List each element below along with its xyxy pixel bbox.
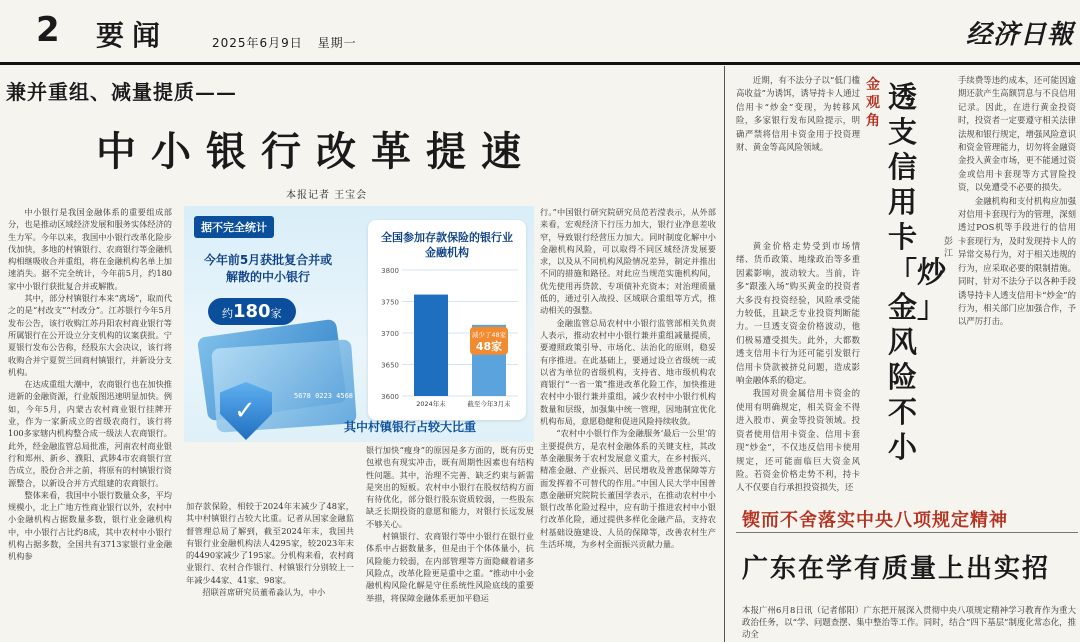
sidebar-author: 彭江 [944, 237, 954, 259]
infographic [184, 206, 534, 442]
infographic-caption: 其中村镇银行占较大比重 [344, 420, 477, 434]
article-headline: 中小银行改革提速 [96, 129, 536, 175]
paragraph: 在达成重组大潮中，农商银行也在加快推进新的金融资源，行业版图迅速明显加快。例如，今年5月，内蒙古农村商业银行挂牌开业，作为一家新成立的省级农商行，该行将100多家辖内机构整合成一级法人农商银行。此外，经金融监管总局批准，河南农村商业银行和郑州、新乡、濮阳、武陟4市农商银行宣告成立，股份合并之前，将原有的村镇银行资源整合，以新设合并方式组建的农商银行。 [8, 379, 172, 488]
sidebar-column-a [736, 74, 860, 234]
article-column-4 [540, 206, 716, 640]
y-tick-label: 3750 [381, 298, 399, 307]
paragraph: 银行加快“瘦身”的原因是多方面的，既有历史包袱也有现实冲击，既有周期性因素也有结构性问题。其中，治理不完善、缺乏约束与新需是突出的短板。农村中小银行在股权结构方面有待优化，部分银行股东资质较弱，一些股东缺乏长期投资的意愿和能力，对银行长远发展不够关心。 [366, 445, 534, 529]
issue-date [212, 34, 367, 51]
page-number: 2 [36, 10, 60, 50]
x-tick-label: 截至今年3月末 [467, 400, 511, 408]
column-divider [724, 66, 725, 642]
paragraph: 金融机构和支付机构应加强对信用卡套现行为的管理，深刻透过POS机等手段进行的信用卡套现行为，及时发现持卡人的异常交易行为，对于相关违规的行为，应采取必要的限制措施。同时，针对不法分子以各种手段诱导持卡人透支信用卡“炒金”的行为，相关部门应加强合作，予以严厉打击。 [958, 195, 1076, 327]
checkmark-icon: ✓ [234, 396, 256, 426]
infographic-panel-title: 今年前5月获批复合并或解散的中小银行 [203, 253, 333, 284]
column-label: 金观角 [866, 77, 880, 129]
paragraph: 手续费等违约成本，还可能因逾期还款产生高额罚息与不良信用记录。因此，在进行黄金投资时，投资者一定要遵守相关法律法规和银行规定，增强风险意识和资金管理能力，切勿将金融资金投入黄金市场，更不能通过资金或信用卡套现等方式冒险投资，以免遭受不必要的损失。 [958, 75, 1076, 193]
bar-chart-panel [368, 220, 526, 420]
header-rule [0, 62, 1080, 65]
article-column-3-lower [366, 444, 534, 640]
infographic-count-pill [208, 298, 296, 325]
paragraph: 近期，有不法分子以“低门槛高收益”为诱饵，诱导持卡人通过信用卡“炒金”变现，为转移风险，多家银行发布风险提示，明确严禁将信用卡资金用于投资理财、黄金等高风险领域。 [736, 75, 860, 153]
bar-chart [368, 220, 526, 420]
section-separator [736, 532, 1078, 533]
secondary-article-body: 本报广州6月8日讯（记者郁阳）广东把开展深入贯彻中央八项规定精神学习教育作为重大政治任务，以“学、问题查摆、集中整治等工作。同时，结合“四下基层”制度化常态化，推动全 [742, 605, 1076, 639]
paragraph: 行。”中国银行研究院研究员范若滢表示，从外部来看，宏观经济下行压力加大，银行业净息差收窄，导致银行经营压力加大。同时制度化解中小金融机构风险，可以取得不同区域经济发展要求，以及从不同机构风险情况差异，制定并推出不同的措施和路径。对此应当规范实施机构间，优先使用再贷款、专项债补充资本；对治理质量低的，通过引入战投、区域联合重组等方式，推动相关的强整。 [540, 207, 716, 316]
y-tick-label: 3800 [381, 267, 399, 275]
article-byline: 本报记者 王宝会 [286, 190, 368, 201]
y-tick-label: 3650 [381, 361, 399, 370]
paragraph: 其中，部分村镇银行本来“离场”，取而代之的是“村改支”“村改分”。江苏银行今年5月发布公告，该行收购江苏丹阳农村商业银行等所属银行在公开设立分支机构的议案获批。宁夏银行发布公告称，经股东大会决议，该行将收购合并宁夏贺兰回商村镇银行，并新设分支机构。 [8, 293, 172, 377]
paragraph: 金融监管总局农村中小银行监管部相关负责人表示，推动农村中小银行兼并重组减量提质，要遵照政策引导、市场化、法治化的原则，稳妥有序推进。在此基础上，要通过设立省级统一或以省为单位的省级机构，支持省、地市级机构农商银行“一省一策”推进改革化险工作，加快推进农村中小银行兼并重组，减少农村中小银行机构数量和层级，加强集中统一管理，因地制宜优化机构布局，意愿稳健和促进风险持续收敛。 [540, 317, 716, 427]
paragraph: 黄金价格走势受到市场情绪、货币政策、地缘政治等多重因素影响，波动较大。当前，许多“跟涨入场”购买黄金的投资者大多没有投资经验，风险承受能力较低，且缺乏专业投资判断能力。一旦透支资金价格波动，他们极易遭受损失。此外，大都数透支信用卡行为还可能引发银行信用卡贷款被挤兑问题，造成影响金融体系的稳定。 [736, 241, 860, 386]
sidebar-column-b [958, 74, 1076, 492]
secondary-headline: 广东在学有质量上出实招 [742, 554, 1051, 584]
y-tick-label: 3700 [381, 330, 399, 338]
annotation-value: 48家 [475, 339, 503, 353]
card-number: 5678 0223 4568 [294, 392, 354, 400]
bar [414, 295, 448, 396]
infographic-tag: 据不完全统计 [194, 216, 274, 238]
sidebar-column-a2 [736, 240, 860, 492]
chart-title: 全国参加存款保险的银行业金融机构 [381, 231, 513, 259]
annotation-label: 减少了48家 [471, 330, 507, 339]
section-title: 要闻 [96, 19, 169, 52]
article-column-1 [8, 206, 172, 640]
date-text: 2025年6月9日 [212, 36, 303, 50]
paragraph: 我国对贵金属信用卡资金的使用有明确规定，相关资金不得进入股市、黄金等投资领域。投资者使用信用卡资金、信用卡套现“炒金”，不仅违反信用卡使用规定，还可能面临巨大资金风险。若资金价格走势不利，持卡人不仅要自行承担投资损失，还 [736, 388, 860, 492]
paragraph: 村镇银行、农商银行等中小银行在银行业体系中占据数量多，但是由于个体体量小，抗风险能力较弱，在内部管理等方面隐藏着诸多风险点，改革化险更是重中之重。“推动中小金融机构风险化解是守住系统性风险底线的重要举措，将保障金融体系更加平稳运 [366, 531, 534, 603]
pill-value: 180 [233, 301, 271, 322]
paragraph: 整体来看，我国中小银行数量众多，平均规模小，北上广地方性商业银行以外，农村中小金融机构占据数量多数，银行业金融机构中，中小银行占比约8成，其中农村中小银行机构占据多数，全国共有3713家银行业金融机构参 [8, 489, 172, 562]
paragraph: 中小银行是我国金融体系的重要组成部分，也是推动区域经济发展和服务实体经济的生力军。今年以来，我国中小银行改革化险步伐加快，多地的村镇银行、农商银行等金融机构相继吸收合并重组，将在金融机构名单上加速消失。据不完全统计，今年前5月，约180家中小银行获批复合并或解散。 [8, 207, 172, 291]
pill-unit: 家 [270, 307, 282, 320]
campaign-banner: 锲而不舍落实中央八项规定精神 [742, 510, 1008, 531]
weekday-text: 星期一 [317, 36, 357, 50]
article-kicker: 兼并重组、减量提质—— [6, 80, 237, 104]
x-tick-label: 2024年末 [416, 400, 446, 408]
sidebar-headline: 透支信用卡「炒金」风险不小 [888, 80, 947, 464]
paragraph: “农村中小银行作为金融服务‘最后一公里’的主要提供方，是农村金融体系的关键支柱，其改革金融服务于农村发展意义重大，在乡村振兴、精准金融、产业振兴、居民增收及普惠保障等方面发挥着不可替代的作用。”中国人民大学中国普惠金融研究院院长董国学表示，在推动农村中小银行改革化险过程中，应有助于推进农村中小银行改革化险，通过提供多样化金融产品，支持农村基础设施建设、人员的保障等，改善农村生产生活环境，为乡村全面振兴贡献力量。 [540, 428, 716, 550]
pill-prefix: 约 [222, 307, 233, 320]
paragraph: 招联首席研究员董希淼认为，中小 [202, 587, 326, 598]
paragraph: 加存款保险，相较于2024年末减少了48家，其中村镇银行占较大比重。记者从国家金融监督管理总局了解到，截至2024年末，我国共有银行业金融机构法人4295家，较2023年末的4490家减少了195家。分机构来看，农村商业银行、农村合作银行、村镇银行分别较上一年减少44家、41家、98家。 [186, 501, 354, 585]
newspaper-masthead: 经济日報 [966, 20, 1075, 50]
y-tick-label: 3600 [381, 393, 399, 401]
article-column-2-lower [186, 500, 354, 640]
